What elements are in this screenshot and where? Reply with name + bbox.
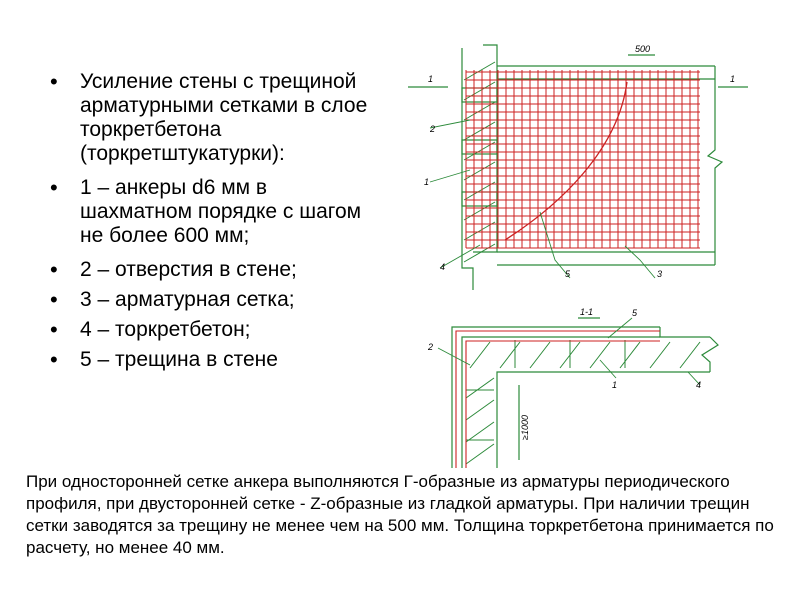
section-outline-outer: [452, 327, 660, 468]
legend-item-anchors: • 1 – анкеры d6 мм в шахматном порядке с шагом не более 600 мм;: [50, 176, 370, 248]
legend-item-mesh: • 3 – арматурная сетка;: [50, 288, 370, 312]
callout-1-elev: 1: [424, 177, 430, 187]
callout-2-section: 2: [428, 342, 434, 352]
note-paragraph: При односторонней сетке анкера выполняются Г-образные из арматуры периодического профиля, при двусторонней сетке - Z-образные из гладкой арматуры. При наличии трещин сетки заводятся за трещину не менее чем на 500 мм. Толщина торкретбетона принимается по расчету, но менее 40 мм.: [26, 472, 774, 557]
dim-1000-label: ≥1000: [520, 415, 530, 440]
wall-outline-top: [483, 45, 497, 62]
section-title: 1-1: [580, 307, 594, 317]
callout-3-elev: 3: [657, 269, 663, 279]
legend-item-title: • Усиление стены с трещиной арматурными сетками в слое торкретбетона (торкретштукатурки):: [50, 70, 370, 166]
section-mesh: [456, 331, 660, 468]
section-mark-right: 1: [730, 74, 736, 84]
section-top-step: [660, 327, 710, 337]
callout-4-section: 4: [696, 380, 702, 390]
callout-2-elev: 2: [430, 124, 436, 134]
dim-500-label: 500: [635, 44, 651, 54]
section-break-line: [702, 337, 718, 372]
callout-5-section: 5: [632, 308, 638, 318]
elevation-mesh: [466, 70, 700, 248]
section-hatching: [466, 342, 700, 464]
callout-4-elev: 4: [440, 262, 446, 272]
legend-item-holes: • 2 – отверстия в стене;: [50, 258, 370, 282]
callout-1-section: 1: [612, 380, 618, 390]
section-outline-outer-2: [462, 337, 660, 468]
section-leaders: [438, 318, 700, 385]
wall-anchors: [462, 88, 497, 206]
legend-item-shotcrete: • 4 – торкретбетон;: [50, 318, 370, 342]
callout-5-elev: 5: [565, 269, 571, 279]
section-mark-left: 1: [428, 74, 434, 84]
legend-item-crack: • 5 – трещина в стене: [50, 348, 370, 372]
break-line: [708, 66, 722, 265]
wall-outline-left: [462, 48, 473, 290]
